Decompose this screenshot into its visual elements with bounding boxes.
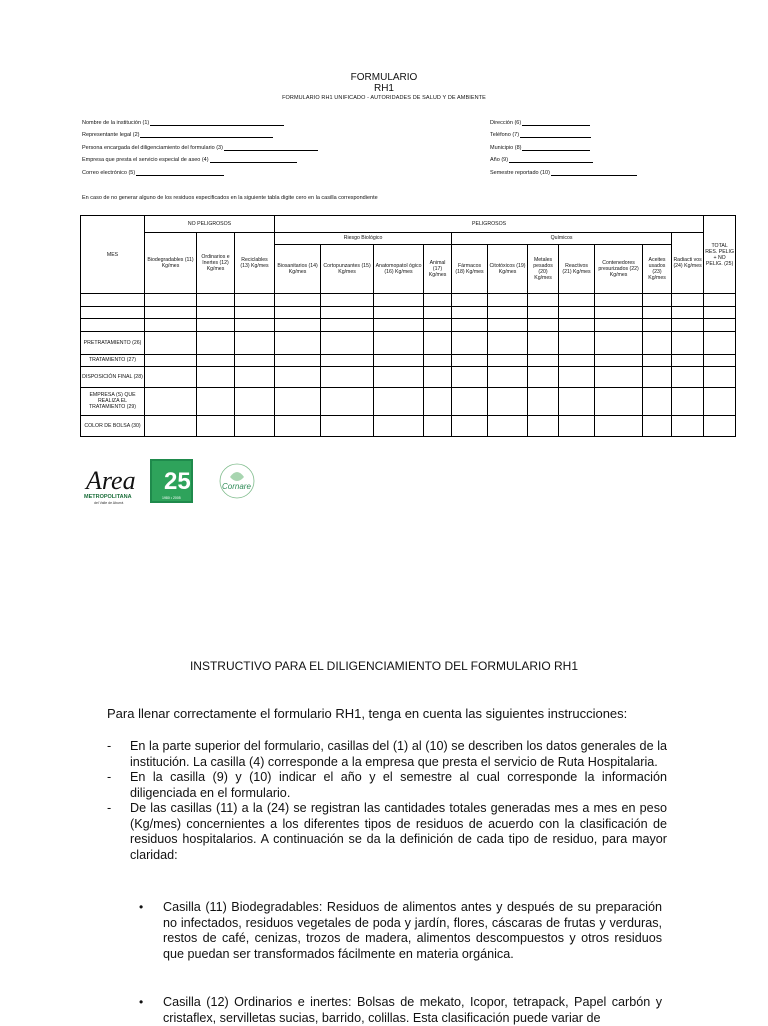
table-row[interactable] [81,294,736,307]
logos [82,455,262,510]
table-row[interactable] [81,367,736,388]
row-tratamiento: TRATAMIENTO (27) [81,354,145,367]
table-row[interactable] [81,319,736,332]
table-row[interactable] [81,331,736,354]
col-contenedores: Contenedores presurizados (22) Kg/mes [595,245,643,294]
area-logo-text: Area [86,466,136,495]
no-peligrosos-header: NO PELIGROSOS [145,216,275,233]
row-disposicion: DISPOSICIÓN FINAL (28) [81,367,145,388]
cornare-text: Cornare [222,482,251,491]
field-cleaning-company[interactable]: Empresa que presta el servicio especial de aseo (4) [82,156,297,163]
area-logo-caption: METROPOLITANA [84,494,132,500]
waste-table [80,215,736,437]
zero-note: En caso de no generar alguno de los residuos especificados en la siguiente tabla digite cero en la casilla correspondiente [82,195,378,201]
col-metales: Metales pesados (20) Kg/mes [528,245,559,294]
cornare-logo [220,464,254,498]
riesgo-biologico-header: Riesgo Biológico [275,232,452,245]
field-semester[interactable]: Semestre reportado (10) [490,169,637,176]
row-color-bolsa: COLOR DE BOLSA (30) [81,416,145,437]
col-aceites: Aceites usados (23) Kg/mes [643,245,672,294]
row-empresa: EMPRESA (S) QUE REALIZA EL TRATAMIENTO (29) [81,387,145,415]
field-address[interactable]: Dirección (6) [490,119,590,126]
col-ordinarios: Ordinarios e Inertes (12) Kg/mes [197,232,235,293]
total-header: TOTAL RES. PELIG + NO PELIG. (25) [704,216,736,294]
peligrosos-header: PELIGROSOS [275,216,704,233]
area-metropolitana-logo [84,466,136,505]
col-cortopunzantes: Cortopunzantes (15) Kg/mes [321,245,374,294]
col-citotoxicos: Citotóxicos (19) Kg/mes [488,245,528,294]
table-row[interactable] [81,354,736,367]
form-subtitle: FORMULARIO RH1 UNIFICADO - AUTORIDADES DE SALUD Y DE AMBIENTE [282,95,486,101]
bullet-icon: • [139,995,144,1009]
form-code: RH1 [373,83,394,94]
col-anatomopatologico: Anatomopatol ógico (16) Kg/mes [374,245,424,294]
quimicos-header: Químicos [452,232,672,245]
col-farmacos: Fármacos (18) Kg/mes [452,245,488,294]
form-title: FORMULARIO [350,72,418,83]
col-biosanitarios: Biosanitarios (14) Kg/mes [275,245,321,294]
table-row[interactable] [81,387,736,415]
table-row[interactable] [81,306,736,319]
list-item: - De las casillas (11) a la (24) se registran las cantidades totales generadas mes a mes en peso (Kg/mes) concernientes a los diferentes tipos de residuos de acuerdo con la clasificación de residuos hospitalarios. A continuación se da la definición de cada tipo de residuo, para mayor claridad: [107,801,667,862]
col-reciclables: Reciclables (13) Kg/mes [235,232,275,293]
col-animal: Animal (17) Kg/mes [424,245,452,294]
anniversary-logo [150,459,193,503]
field-email[interactable]: Correo electrónico (5) [82,169,224,176]
field-legal-rep[interactable]: Representante legal (2) [82,131,273,138]
row-pretratamiento: PRETRATAMIENTO (26) [81,331,145,354]
area-logo-sub: del Valle de Aburrá [94,501,124,505]
list-item: • Casilla (12) Ordinarios e inertes: Bolsas de mekato, Icopor, tetrapack, Papel carbón y cristaflex, servilletas sucias, barrido, colillas. Esta clasificación puede variar de [139,995,662,1025]
col-reactivos: Reactivos (21) Kg/mes [559,245,595,294]
list-item: • Casilla (11) Biodegradables: Residuos de alimentos antes y después de su preparación no infectados, residuos vegetales de poda y jardín, flores, cáscaras de frutas y verduras, restos de café, cenizas, trozos de madera, alimentos descompuestos y otros residuos que puedan ser transformados fácilmente en materia orgánica. [139,900,662,961]
field-institution[interactable]: Nombre de la institución (1) [82,119,284,126]
field-municipality[interactable]: Municipio (8) [490,144,590,151]
anniversary-number: 25 [164,468,191,495]
anniversary-years: 1980 • 2005 [162,496,181,500]
col-biodegradables: Biodegradables (11) Kg/mes [145,232,197,293]
list-item: - En la parte superior del formulario, casillas del (1) al (10) se describen los datos generales de la institución. La casilla (4) corresponde a la empresa que presta el servicio de Ruta Hospitalaria. [107,739,667,769]
mes-header: MES [81,216,145,294]
instructions-intro: Para llenar correctamente el formulario RH1, tenga en cuenta las siguientes instrucciones: [107,706,628,721]
field-responsible[interactable]: Persona encargada del diligenciamiento del formulario (3) [82,144,318,151]
list-item: - En la casilla (9) y (10) indicar el año y el semestre al cual corresponde la información diligenciada en el formulario. [107,770,667,800]
bullet-icon: • [139,900,144,914]
instructions-title: INSTRUCTIVO PARA EL DILIGENCIAMIENTO DEL FORMULARIO RH1 [189,659,579,673]
field-year[interactable]: Año (9) [490,156,593,163]
field-phone[interactable]: Teléfono (7) [490,131,591,138]
instructions-list [107,739,667,863]
col-radiactivos: Radiacti vos (24) Kg/mes [672,232,704,293]
table-row[interactable] [81,416,736,437]
